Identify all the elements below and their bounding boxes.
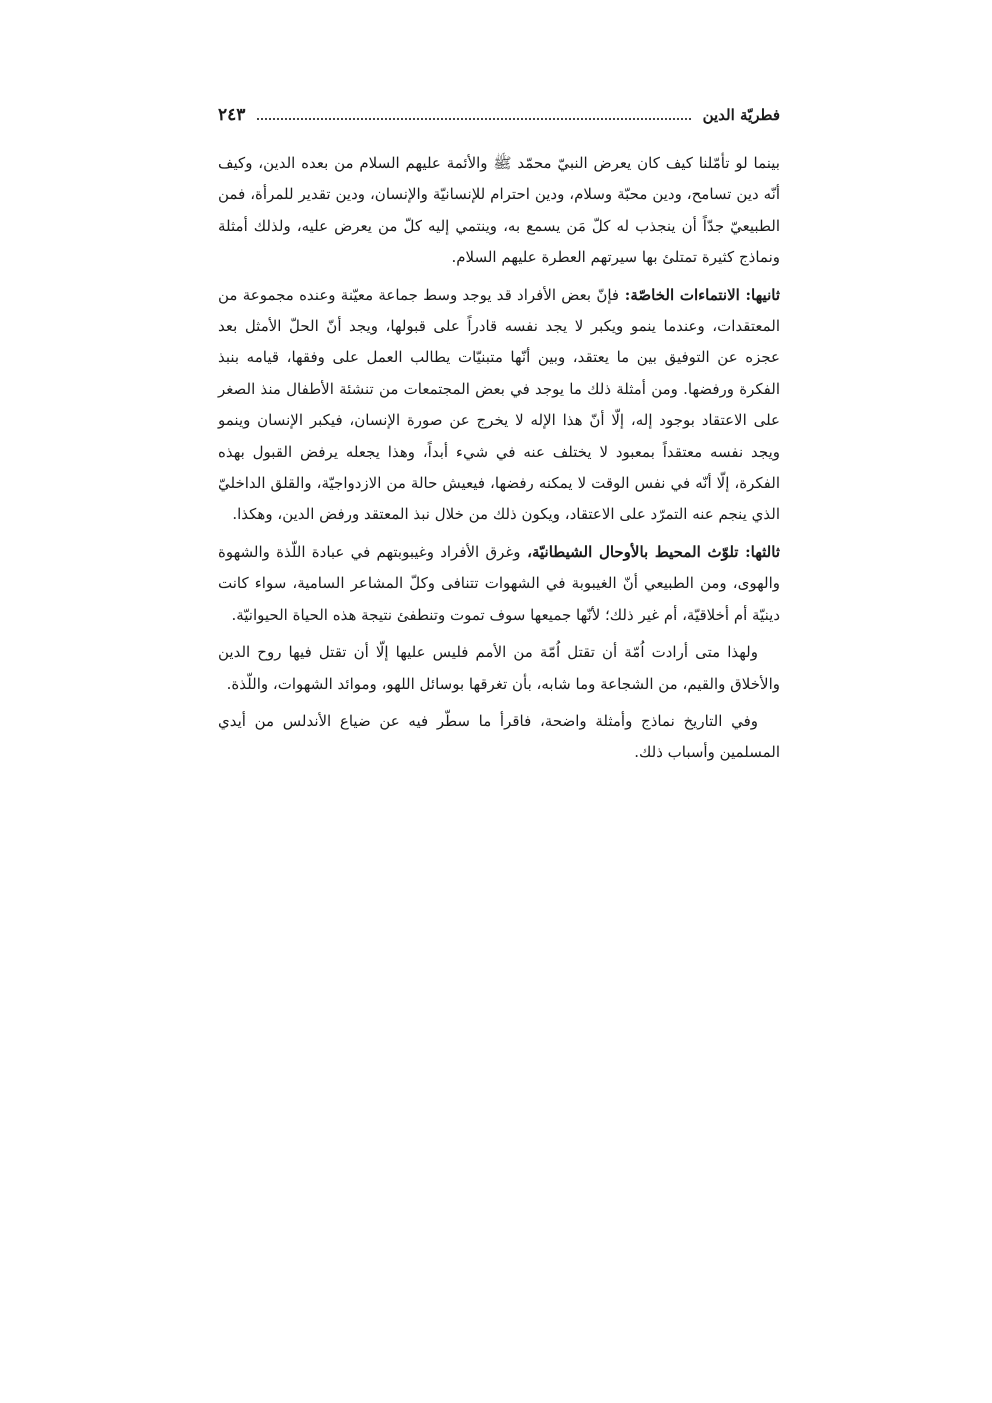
paragraph-text: بينما لو تأمّلنا كيف كان يعرض النبيّ محمّد ﷺ والأئمة عليهم السلام من بعده الدين، وكيف أنّه دين تسامح، ودين محبّة وسلام، ودين احترام للإنسانيّة والإنسان، ودين تقدير للمرأة، فمن الطبيعيّ جدّاً أن ينجذب له كلّ مَن يسمع به، وينتمي إليه كلّ من يعرض عليه، ولذلك أمثلة ونماذج كثيرة تمتلئ بها سيرتهم العطرة عليهم السلام. [218,154,780,267]
paragraph-2 [218,280,780,531]
page-header [218,100,780,130]
paragraph-text: فإنّ بعض الأفراد قد يوجد وسط جماعة معيّنة وعنده مجموعة من المعتقدات، وعندما ينمو ويكبر لا يجد نفسه قادراً على قبولها، ويجد أنّ الحلّ الأمثل بعد عجزه عن التوفيق بين ما يعتقد، وبين أنّها متبنيّات يطالب العمل على وفقها، قيامه بنبذ الفكرة ورفضها. ومن أمثلة ذلك ما يوجد في بعض المجتمعات من تنشئة الأطفال منذ الصغر على الاعتقاد بوجود إله، إلّا أنّ هذا الإله لا يخرج عن صورة الإنسان، فيكبر الإنسان وينمو ويجد نفسه معتقداً بمعبود لا يختلف عنه في شيء أبداً، وهذا يجعله يرفض القبول بهذه الفكرة، إلّا أنّه في نفس الوقت لا يمكنه رفضها، فيعيش حالة من الازدواجيّة، والقلق الداخليّ الذي ينجم عنه التمرّد على الاعتقاد، ويكون ذلك من خلال نبذ المعتقد ورفض الدين، وهكذا. [218,285,780,524]
paragraph-text: وغرق الأفراد وغيبوبتهم في عبادة اللّذة والشهوة والهوى، ومن الطبيعي أنّ الغيبوبة في الشهوات تتنافى وكلّ المشاعر السامية، سواء كانت دينيّة أم أخلاقيّة، أم غير ذلك؛ لأنّها جميعها سوف تموت وتنطفئ نتيجة هذه الحياة الحيوانيّة. [218,542,780,624]
dotted-leader [257,118,690,120]
paragraph-4 [218,637,780,700]
paragraph-5 [218,706,780,769]
paragraph-1 [218,148,780,274]
page-number: ٢٤٣ [218,105,246,125]
paragraph-3 [218,537,780,631]
paragraph-text: ولهذا متى أرادت اُمّة أن تقتل اُمّة من الأمم فليس عليها إلّا أن تقتل فيها روح الدين والأخلاق والقيم، من الشجاعة وما شابه، بأن تغرقها بوسائل اللهو، وموائد الشهوات، واللّذة. [218,643,780,693]
paragraph-lead: ثانيها: الانتماءات الخاصّة: [619,285,780,304]
paragraph-lead: ثالثها: تلوّث المحيط بالأوحال الشيطانيّة، [520,542,781,561]
paragraph-text: وفي التاريخ نماذج وأمثلة واضحة، فاقرأ ما سطّر فيه عن ضياع الأندلس من أيدي المسلمين وأسباب ذلك. [218,711,780,762]
body-text [218,148,780,775]
running-title: فطريّة الدين [702,106,780,124]
